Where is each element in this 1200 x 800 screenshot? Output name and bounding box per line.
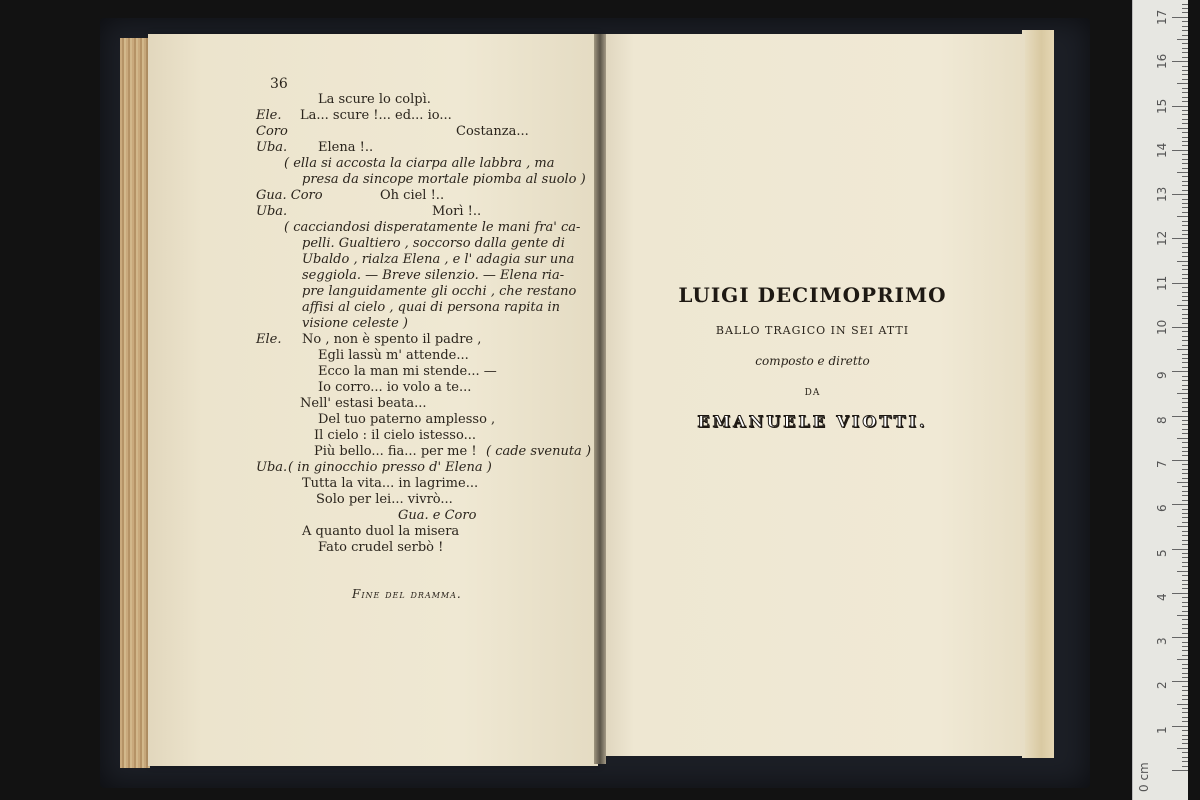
- ruler-tick: [1182, 389, 1188, 390]
- ruler-tick: [1182, 495, 1188, 496]
- ruler-label: 2: [1155, 681, 1169, 690]
- ruler-tick: [1182, 185, 1188, 186]
- ruler-tick: [1182, 207, 1188, 208]
- verse-line: No , non è spento il padre ,: [302, 332, 482, 347]
- ruler-tick: [1182, 433, 1188, 434]
- ruler-tick: [1172, 637, 1188, 638]
- ruler-tick: [1182, 766, 1188, 767]
- stage-direction: Ubaldo , rialza Elena , e l' adagia sur una: [302, 252, 575, 267]
- ruler-tick: [1182, 66, 1188, 67]
- ruler-tick: [1177, 393, 1188, 394]
- stage-direction: ( in ginocchio presso d' Elena ): [288, 460, 492, 475]
- ruler-tick: [1182, 650, 1188, 651]
- ruler-tick: [1182, 478, 1188, 479]
- ruler-tick: [1182, 686, 1188, 687]
- ruler-tick: [1182, 92, 1188, 93]
- ruler-tick: [1177, 83, 1188, 84]
- stage-direction: presa da sincope mortale piomba al suolo ): [302, 172, 586, 187]
- ruler-tick: [1172, 17, 1188, 18]
- verse-line: A quanto duol la misera: [302, 524, 460, 539]
- ruler-tick: [1182, 757, 1188, 758]
- ruler-tick: [1182, 358, 1188, 359]
- ruler-tick: [1177, 305, 1188, 306]
- ruler-tick: [1172, 150, 1188, 151]
- ruler-tick: [1182, 424, 1188, 425]
- ruler-label: 10: [1155, 319, 1169, 335]
- ruler-tick: [1182, 110, 1188, 111]
- ruler-label: 5: [1155, 548, 1169, 557]
- verse-line: Più bello... fia... per me !: [314, 444, 477, 459]
- ruler-tick: [1177, 39, 1188, 40]
- ruler-tick: [1182, 752, 1188, 753]
- ruler-tick: [1182, 314, 1188, 315]
- ruler-tick: [1182, 761, 1188, 762]
- ruler-tick: [1182, 447, 1188, 448]
- ruler-tick: [1182, 70, 1188, 71]
- ruler-tick: [1182, 154, 1188, 155]
- ruler-tick: [1172, 416, 1188, 417]
- ruler-tick: [1182, 517, 1188, 518]
- ruler-tick: [1182, 247, 1188, 248]
- ruler-tick: [1182, 274, 1188, 275]
- ruler-tick: [1182, 509, 1188, 510]
- ruler-label: 13: [1155, 186, 1169, 203]
- ruler-tick: [1182, 340, 1188, 341]
- ruler-tick: [1182, 79, 1188, 80]
- ruler-tick: [1182, 743, 1188, 744]
- page-number: 36: [270, 76, 288, 92]
- ruler-tick: [1182, 145, 1188, 146]
- ruler-tick: [1182, 513, 1188, 514]
- ruler-tick: [1182, 588, 1188, 589]
- ruler-tick: [1172, 327, 1188, 328]
- ruler-tick: [1182, 385, 1188, 386]
- ruler-tick: [1182, 88, 1188, 89]
- ruler-tick: [1182, 491, 1188, 492]
- ruler-tick: [1172, 726, 1188, 727]
- ruler-tick: [1172, 681, 1188, 682]
- ruler-tick: [1182, 132, 1188, 133]
- stage-direction: seggiola. — Breve silenzio. — Elena ria-: [302, 268, 565, 283]
- right-page-edges: [1022, 30, 1054, 758]
- ruler-tick: [1177, 438, 1188, 439]
- ruler-tick: [1177, 571, 1188, 572]
- ruler-tick: [1182, 123, 1188, 124]
- ruler-tick: [1182, 97, 1188, 98]
- ruler-tick: [1182, 137, 1188, 138]
- ruler-tick: [1182, 721, 1188, 722]
- ruler-tick: [1172, 61, 1188, 62]
- left-page-edges: [120, 38, 150, 768]
- ruler-tick: [1182, 469, 1188, 470]
- ruler-tick: [1172, 549, 1188, 550]
- ruler-tick: [1182, 455, 1188, 456]
- ruler-tick: [1177, 748, 1188, 749]
- ruler-tick: [1182, 730, 1188, 731]
- ruler-tick: [1182, 677, 1188, 678]
- ruler-tick: [1182, 212, 1188, 213]
- ruler-tick: [1182, 190, 1188, 191]
- ruler-tick: [1172, 194, 1188, 195]
- ruler-tick: [1182, 735, 1188, 736]
- ruler-tick: [1182, 451, 1188, 452]
- ruler-tick: [1182, 380, 1188, 381]
- ruler-tick: [1177, 128, 1188, 129]
- stage-direction: affisi al cielo , quai di persona rapita in: [302, 300, 561, 315]
- ruler-tick: [1182, 300, 1188, 301]
- ruler-label: 8: [1155, 415, 1169, 424]
- ruler-label: 1: [1155, 726, 1169, 734]
- ruler-tick: [1182, 26, 1188, 27]
- ruler-label: 7: [1155, 460, 1169, 468]
- ruler-tick: [1182, 278, 1188, 279]
- verse-line: Fato crudel serbò !: [318, 540, 444, 555]
- ruler-tick: [1177, 659, 1188, 660]
- ruler-tick: [1182, 673, 1188, 674]
- ruler-tick: [1182, 354, 1188, 355]
- ruler-tick: [1182, 203, 1188, 204]
- ruler-tick: [1182, 43, 1188, 44]
- ruler-tick: [1182, 225, 1188, 226]
- ruler-tick: [1182, 265, 1188, 266]
- stage-direction: pre languidamente gli occhi , che restano: [302, 284, 577, 299]
- verse-line: Nell' estasi beata...: [300, 396, 427, 411]
- ruler-tick: [1182, 35, 1188, 36]
- ruler-tick: [1177, 172, 1188, 173]
- ruler-tick: [1182, 269, 1188, 270]
- verse-line: Oh ciel !..: [380, 188, 445, 203]
- ruler-tick: [1182, 597, 1188, 598]
- verse-line: Egli lassù m' attende...: [318, 348, 469, 363]
- verse-line: Morì !..: [432, 204, 482, 219]
- ruler-tick: [1182, 486, 1188, 487]
- ruler-tick: [1182, 553, 1188, 554]
- ruler-tick: [1182, 331, 1188, 332]
- ruler-tick: [1182, 292, 1188, 293]
- verse-line: Del tuo paterno amplesso ,: [318, 412, 496, 427]
- ruler-tick: [1182, 8, 1188, 9]
- ruler-tick: [1182, 690, 1188, 691]
- ruler-label: 16: [1155, 53, 1169, 70]
- ruler-tick: [1182, 296, 1188, 297]
- verse-line: Tutta la vita... in lagrime...: [302, 476, 479, 491]
- finis-label: Fine del dramma.: [352, 587, 462, 601]
- ruler-tick: [1182, 119, 1188, 120]
- ruler-tick: [1172, 460, 1188, 461]
- ruler-tick: [1182, 522, 1188, 523]
- ruler-tick: [1182, 323, 1188, 324]
- measuring-ruler: [1132, 0, 1188, 800]
- ruler-tick: [1182, 407, 1188, 408]
- ruler-tick: [1182, 442, 1188, 443]
- stage-direction: pelli. Gualtiero , soccorso dalla gente di: [302, 236, 565, 251]
- verse-line: Costanza...: [456, 124, 529, 139]
- ruler-tick: [1182, 473, 1188, 474]
- speaker: Coro: [256, 124, 288, 139]
- book-subtitle: BALLO TRAGICO IN SEI ATTI: [715, 324, 910, 337]
- ruler-tick: [1182, 695, 1188, 696]
- ruler-tick: [1182, 646, 1188, 647]
- ruler-tick: [1182, 624, 1188, 625]
- ruler-tick: [1182, 362, 1188, 363]
- ruler-tick: [1182, 420, 1188, 421]
- ruler-tick: [1172, 593, 1188, 594]
- ruler-tick: [1182, 668, 1188, 669]
- ruler-tick: [1182, 633, 1188, 634]
- ruler-tick: [1182, 221, 1188, 222]
- ruler-tick: [1182, 411, 1188, 412]
- ruler-tick: [1182, 535, 1188, 536]
- book-gutter: [594, 34, 606, 764]
- ruler-label: 3: [1155, 637, 1169, 646]
- speaker: Gua. e Coro: [398, 508, 477, 523]
- ruler-tick: [1182, 664, 1188, 665]
- verse-line: Ecco la man mi stende... —: [318, 364, 497, 379]
- ruler-tick: [1182, 429, 1188, 430]
- ruler-tick: [1182, 566, 1188, 567]
- ruler-tick: [1182, 584, 1188, 585]
- ruler-tick: [1182, 57, 1188, 58]
- ruler-label: 6: [1155, 504, 1169, 513]
- stage-direction: ( ella si accosta la ciarpa alle labbra , ma: [284, 156, 555, 171]
- verse-line: Solo per lei... vivrò...: [316, 492, 453, 507]
- ruler-tick: [1182, 74, 1188, 75]
- ruler-tick: [1177, 349, 1188, 350]
- ruler-tick: [1182, 642, 1188, 643]
- ruler-tick: [1182, 309, 1188, 310]
- composed-line: composto e diretto: [755, 354, 870, 368]
- verse-line: Io corro... io volo a te...: [318, 380, 472, 395]
- ruler-tick: [1182, 21, 1188, 22]
- ruler-tick: [1177, 216, 1188, 217]
- ruler-tick: [1182, 531, 1188, 532]
- ruler-tick: [1182, 602, 1188, 603]
- ruler-tick: [1182, 336, 1188, 337]
- ruler-label: 17: [1155, 9, 1169, 25]
- verse-line: Elena !..: [318, 140, 374, 155]
- speaker: Ele.: [256, 332, 282, 347]
- ruler-tick: [1182, 376, 1188, 377]
- ruler-tick: [1182, 181, 1188, 182]
- ruler-tick: [1172, 371, 1188, 372]
- ruler-tick: [1177, 615, 1188, 616]
- verse-line: La... scure !... ed... io...: [300, 108, 452, 123]
- ruler-tick: [1177, 704, 1188, 705]
- ruler-tick: [1182, 141, 1188, 142]
- ruler-tick: [1182, 398, 1188, 399]
- verse-line: Il cielo : il cielo istesso...: [314, 428, 476, 443]
- book-title: LUIGI DECIMOPRIMO: [678, 283, 947, 307]
- ruler-tick: [1182, 606, 1188, 607]
- ruler-tick: [1182, 287, 1188, 288]
- ruler-tick: [1182, 717, 1188, 718]
- ruler-tick: [1182, 256, 1188, 257]
- ruler-tick: [1182, 619, 1188, 620]
- stage-direction: visione celeste ): [302, 316, 408, 331]
- ruler-tick: [1182, 243, 1188, 244]
- ruler-tick: [1182, 712, 1188, 713]
- ruler-tick: [1182, 345, 1188, 346]
- ruler-tick: [1177, 482, 1188, 483]
- ruler-tick: [1182, 739, 1188, 740]
- ruler-label: 15: [1155, 98, 1169, 114]
- ruler-tick: [1182, 544, 1188, 545]
- ruler-tick: [1177, 526, 1188, 527]
- ruler-tick: [1182, 699, 1188, 700]
- stage-direction: ( cacciandosi disperatamente le mani fra' ca-: [284, 220, 581, 235]
- ruler-tick: [1182, 318, 1188, 319]
- speaker: Ele.: [256, 108, 282, 123]
- ruler-tick: [1182, 48, 1188, 49]
- ruler-unit: 0 cm: [1137, 762, 1151, 792]
- ruler-tick: [1182, 12, 1188, 13]
- ruler-tick: [1172, 238, 1188, 239]
- speaker: Gua. Coro: [256, 188, 323, 203]
- ruler-tick: [1182, 230, 1188, 231]
- ruler-label: 14: [1155, 142, 1169, 158]
- ruler-tick: [1182, 163, 1188, 164]
- ruler-tick: [1182, 114, 1188, 115]
- ruler-tick: [1182, 628, 1188, 629]
- speaker: Uba.: [256, 460, 288, 475]
- ruler-tick: [1182, 580, 1188, 581]
- ruler-tick: [1182, 655, 1188, 656]
- ruler-tick: [1182, 199, 1188, 200]
- ruler-tick: [1182, 252, 1188, 253]
- ruler-tick: [1182, 101, 1188, 102]
- ruler-tick: [1182, 159, 1188, 160]
- ruler-label: 4: [1155, 593, 1169, 601]
- da-label: DA: [804, 388, 821, 398]
- ruler-tick: [1172, 770, 1188, 771]
- author-name: EMANUELE VIOTTI.: [697, 412, 928, 431]
- ruler-tick: [1182, 402, 1188, 403]
- verse-line: La scure lo colpì.: [318, 92, 431, 107]
- ruler-tick: [1182, 234, 1188, 235]
- speaker: Uba.: [256, 204, 288, 219]
- ruler-tick: [1172, 283, 1188, 284]
- ruler-label: 11: [1155, 275, 1169, 291]
- ruler-tick: [1182, 500, 1188, 501]
- ruler-tick: [1182, 176, 1188, 177]
- ruler-tick: [1182, 708, 1188, 709]
- ruler-tick: [1182, 4, 1188, 5]
- ruler-tick: [1182, 168, 1188, 169]
- ruler-tick: [1182, 611, 1188, 612]
- ruler-tick: [1182, 562, 1188, 563]
- ruler-tick: [1182, 367, 1188, 368]
- ruler-tick: [1172, 106, 1188, 107]
- ruler-label: 9: [1155, 371, 1169, 380]
- ruler-tick: [1182, 557, 1188, 558]
- ruler-label: 12: [1155, 231, 1169, 247]
- ruler-tick: [1182, 575, 1188, 576]
- ruler-tick: [1177, 261, 1188, 262]
- stage-direction: ( cade svenuta ): [486, 444, 592, 459]
- ruler-tick: [1182, 52, 1188, 53]
- ruler-tick: [1182, 464, 1188, 465]
- ruler-tick: [1182, 30, 1188, 31]
- speaker: Uba.: [256, 140, 288, 155]
- ruler-tick: [1182, 540, 1188, 541]
- ruler-tick: [1172, 504, 1188, 505]
